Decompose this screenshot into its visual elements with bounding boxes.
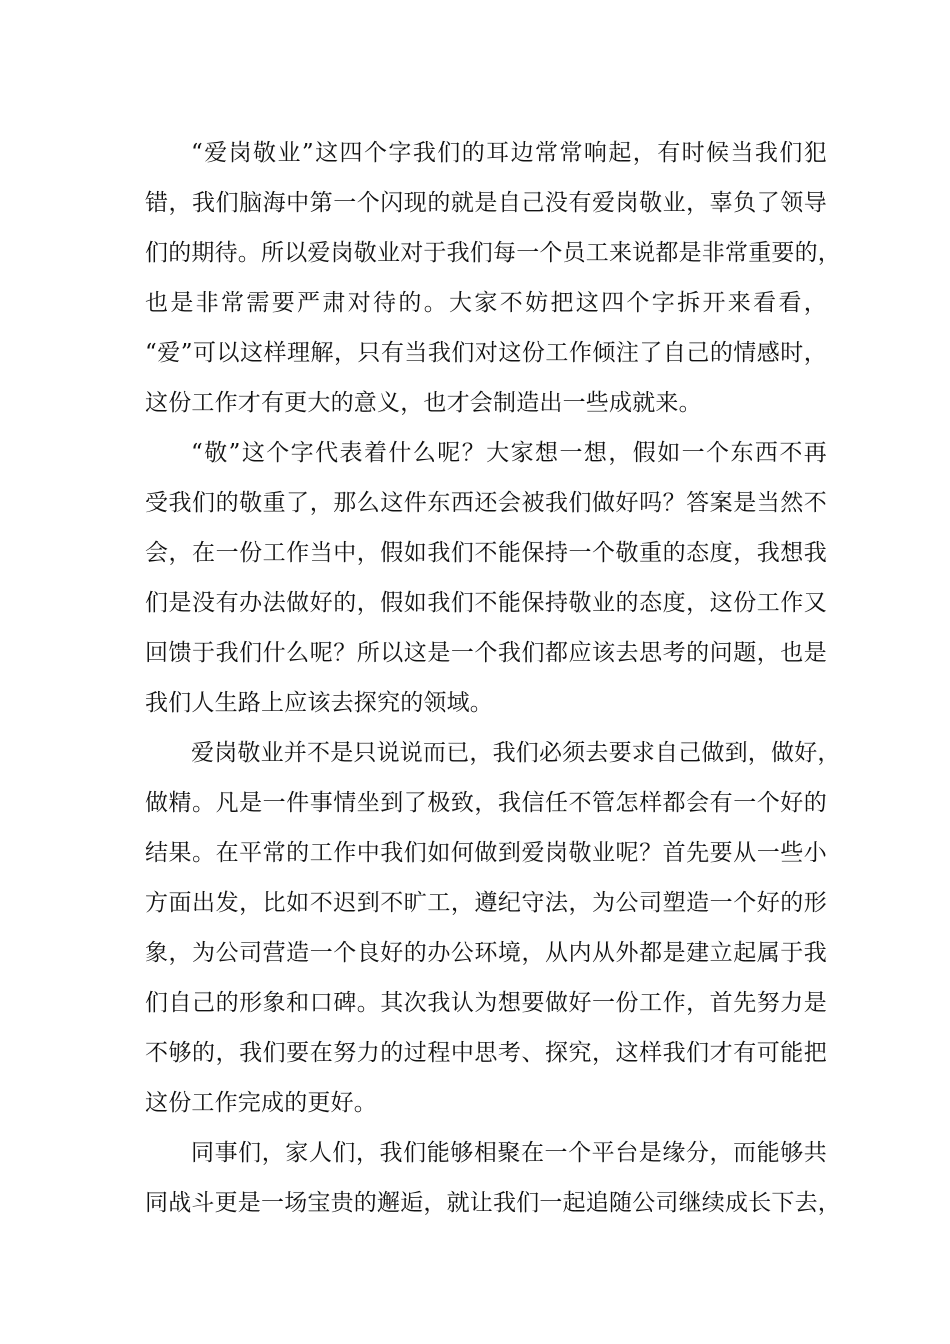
paragraph-4 [145,1128,841,1228]
paragraph-line: 同事们，家人们，我们能够相聚在一个平台是缘分，而能够共 [191,1140,827,1166]
paragraph-line: 这份工作完成的更好。 [145,1090,377,1116]
paragraph-line: “爱”可以这样理解，只有当我们对这份工作倾注了自己的情感时， [145,340,827,366]
paragraph-line: 方面出发，比如不迟到不旷工，遵纪守法，为公司塑造一个好的形 [145,890,827,916]
paragraph-line: 这份工作才有更大的意义，也才会制造出一些成就来。 [145,390,702,416]
paragraph-line: 们是没有办法做好的，假如我们不能保持敬业的态度，这份工作又 [145,590,827,616]
paragraph-line: 不够的，我们要在努力的过程中思考、探究，这样我们才有可能把 [145,1040,827,1066]
paragraph-line: 也是非常需要严肃对待的。大家不妨把这四个字拆开来看看， [145,290,827,316]
paragraph-line: 结果。在平常的工作中我们如何做到爱岗敬业呢？首先要从一些小 [145,840,827,866]
paragraph-line: 会，在一份工作当中，假如我们不能保持一个敬重的态度，我想我 [145,540,827,566]
paragraph-line: 错，我们脑海中第一个闪现的就是自己没有爱岗敬业，辜负了领导 [145,190,827,216]
paragraph-3 [145,728,841,1128]
paragraph-line: 象，为公司营造一个良好的办公环境，从内从外都是建立起属于我 [145,940,827,966]
paragraph-line: 受我们的敬重了，那么这件东西还会被我们做好吗？答案是当然不 [145,490,827,516]
paragraph-line: “爱岗敬业”这四个字我们的耳边常常响起，有时候当我们犯 [191,140,827,166]
paragraph-line: 我们人生路上应该去探究的领域。 [145,690,493,716]
paragraph-line: 们的期待。所以爱岗敬业对于我们每一个员工来说都是非常重要的， [145,240,841,266]
paragraph-line: 同战斗更是一场宝贵的邂逅，就让我们一起追随公司继续成长下去， [145,1190,841,1216]
paragraph-line: “敬”这个字代表着什么呢？大家想一想，假如一个东西不再 [191,440,827,466]
paragraph-line: 回馈于我们什么呢？所以这是一个我们都应该去思考的问题，也是 [145,640,827,666]
paragraph-line: 们自己的形象和口碑。其次我认为想要做好一份工作，首先努力是 [145,990,827,1016]
paragraph-1 [145,128,841,428]
paragraph-line: 做精。凡是一件事情坐到了极致，我信任不管怎样都会有一个好的 [145,790,827,816]
paragraph-2 [145,428,827,728]
document-body [145,128,841,1228]
paragraph-line: 爱岗敬业并不是只说说而已，我们必须去要求自己做到，做好， [191,740,841,766]
